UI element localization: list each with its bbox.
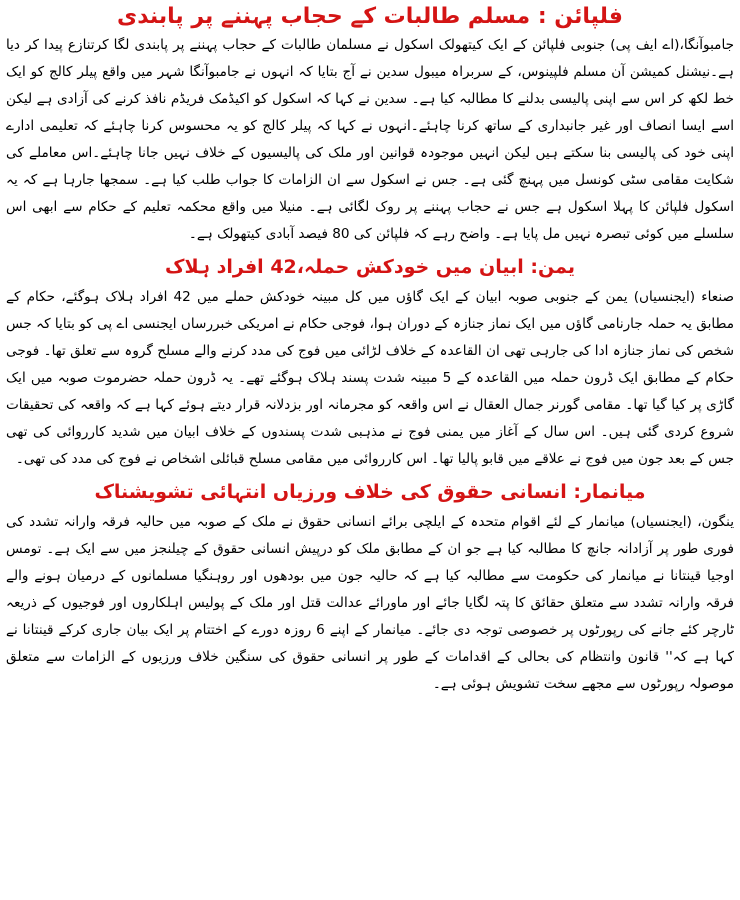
- article-myanmar: [6, 479, 734, 698]
- article-body: ینگون، (ایجنسیاں) میانمار کے لئے اقوام متحدہ کے ایلچی برائے انسانی حقوق نے ملک کے صوبہ میں حالیہ فرقہ وارانہ تشدد کی فوری طور پر آزادانہ جانچ کا مطالبہ کیا ہے جو ان کے مطابق ملک کو درپیش انسانی حقوق کے چیلنجز میں سے ایک ہے۔ تومس اوجیا قینتانا نے میانمار کی حکومت سے مطالبہ کیا ہے کہ حالیہ جون میں بودھوں اور روہنگیا مسلمانوں کے درمیان ہونے والے فرقہ وارانہ تشدد سے متعلق حقائق کا پتہ لگایا جائے اور ماورائے عدالت قتل اور ملک کے پولیس اہلکاروں اور فوجیوں کے ذریعہ ٹارچر کئے جانے کی رپورٹوں پر خصوصی توجہ دی جائے۔ میانمار کے اپنے 6 روزہ دورے کے اختتام پر ایک بیان جاری کرکے قینتانا نے کہا ہے کہ'' قانون وانتظام کی بحالی کے اقدامات کے طور پر انسانی حقوق کی سنگین خلاف ورزیوں کے الزامات سے متعلق موصولہ رپورٹوں سے مجھے سخت تشویش ہوئی ہے۔: [6, 514, 734, 692]
- article-yemen: [6, 254, 734, 473]
- article-body: جامبوآنگا،(اے ایف پی) جنوبی فلپائن کے ایک کیتھولک اسکول نے مسلمان طالبات کے حجاب پہننے پر پابندی لگا کرتنازع پیدا کر دیا ہے۔نیشنل کمیشن آن مسلم فلپینوس، کے سربراہ میبول سدین نے آج بتایا کہ انہوں نے جامبوآنگا شہر میں واقع پیلر کالج کو ایک خط لکھ کر اس سے اپنی پالیسی بدلنے کا مطالبہ کیا ہے۔ سدین نے کہا کہ اسکول کو اکیڈمک فریڈم نافذ کرنے کی آزادی ہے لیکن اسے ایسا انصاف اور غیر جانبداری کے ساتھ کرنا چاہئے۔انہوں نے کہا کہ پیلر کالج کو یہ محسوس کرنا چاہئے کہ تعلیمی ادارے اپنی خود کی پالیسی بنا سکتے ہیں لیکن انہیں موجودہ قوانین اور ملک کی پالیسیوں کے خلاف نہیں جانا چاہئے۔اس معاملے کی شکایت مقامی سٹی کونسل میں پہنچ گئی ہے۔ جس نے اسکول سے ان الزامات کا جواب طلب کیا ہے۔ سمجھا جارہا ہے کہ یہ اسکول فلپائن کا پہلا اسکول ہے جس نے حجاب پہننے پر روک لگائی ہے۔ منیلا میں واقع محکمہ تعلیم کے حکام سے ابھی اس سلسلے میں کوئی تبصرہ نہیں مل پایا ہے۔ واضح رہے کہ فلپائن کی 80 فیصد آبادی کیتھولک ہے۔: [6, 37, 734, 242]
- article-headline: فلپائن : مسلم طالبات کے حجاب پہننے پر پابندی: [117, 4, 623, 29]
- article-body: صنعاء (ایجنسیاں) یمن کے جنوبی صوبہ ابیان کے ایک گاؤں میں کل مبینہ خودکش حملے میں 42 افراد ہلاک ہوگئے، حکام کے مطابق یہ حملہ جارنامی گاؤں میں ایک نماز جنازہ کے دوران ہوا، فوجی حکام نے امریکی خبررساں ایجنسی اے پی کو بتایا کہ جس شخص کی نماز جنازہ ادا کی جارہی تھی ان القاعدہ کے خلاف لڑائی میں فوج کی مدد کرنے والے مسلح گروہ سے تعلق تھا۔ فوجی حکام کے مطابق ایک ڈرون حملہ میں القاعدہ کے 5 مبینہ شدت پسند ہلاک ہوگئے تھے۔ یہ ڈرون حملہ حضرموت صوبہ میں ایک گاڑی پر کیا گیا تھا۔ مقامی گورنر جمال العقال نے اس واقعہ کو مجرمانہ اور بزدلانہ قرار دیتے ہوئے کہا ہے کہ واقعہ کی تحقیقات شروع کردی گئی ہیں۔ اس سال کے آغاز میں یمنی فوج نے مذہبی شدت پسندوں کے خلاف ابیان میں شدید کارروائی کی تھی جس کے بعد جون میں فوج نے علاقے میں قابو پالیا تھا۔ اس کارروائی میں مقامی مسلح قبائلی اشخاص نے فوج کی مدد کی تھی۔: [6, 289, 734, 467]
- article-headline: یمن: ابیان میں خودکش حملہ،42 افراد ہلاک: [165, 256, 575, 278]
- article-headline: میانمار: انسانی حقوق کی خلاف ورزیاں انتہائی تشویشناک: [94, 481, 646, 503]
- article-philippines: [6, 2, 734, 248]
